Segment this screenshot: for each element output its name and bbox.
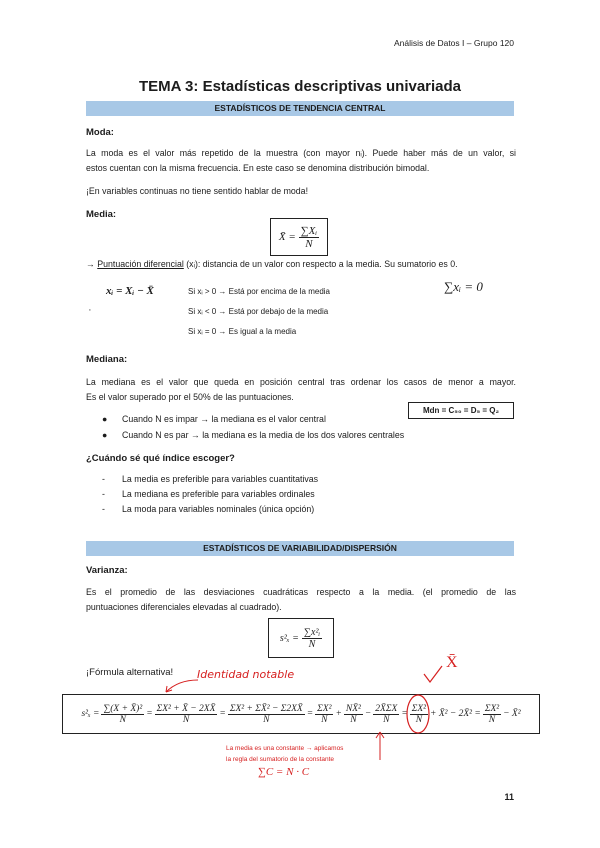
puntuacion-diferencial-line (86, 257, 526, 272)
list-item (102, 430, 404, 440)
varianza-formula-lhs: s²ₓ = (279, 632, 299, 644)
pd-case-positive: Si xᵢ > 0 → Está por encima de la media (188, 287, 330, 296)
list-item: - La media es preferible para variables cuantitativas (102, 474, 319, 484)
check-mark-icon (422, 664, 444, 686)
arrow-icon: → (86, 259, 95, 269)
annotation-note-line2: la regla del sumatorio de la constante (226, 756, 335, 763)
eq-sign: = (146, 709, 153, 719)
minus-sign: − (364, 709, 372, 719)
moda-note: ¡En variables continuas no tiene sentido hablar de moda! (86, 186, 309, 196)
alt-tail-2: − X̄² (503, 709, 521, 719)
list-item: - La mediana es preferible para variables ordinales (102, 489, 315, 499)
mediana-equivalence-box: Mdn = C₅₀ = D₅ = Q₂ (408, 402, 514, 419)
alt-term-5: $\frac{\text{NX̄²}}{N}$ (345, 703, 361, 725)
mediana-text-line1: La mediana es el valor que queda en posición central tras ordenar los casos de menor a mayor. (86, 377, 516, 387)
varianza-text-line1: Es el promedio de las desviaciones cuadráticas respecto a la media. (el promedio de las (86, 587, 516, 597)
varianza-formula-box (268, 618, 334, 658)
alt-term-3: $\frac{\text{ΣX² + ΣX̄² − Σ2XX̄}}{N}$ (229, 703, 303, 725)
alt-lhs: s²ₓ = (81, 709, 100, 719)
pd-formula: xᵢ = Xᵢ − X̄ (106, 285, 154, 297)
xbar-annotation: X̄ (446, 654, 458, 671)
eq-sign: = (401, 709, 408, 719)
pd-case-zero: Si xᵢ = 0 → Es igual a la media (188, 327, 297, 336)
alt-term-7: $\frac{\text{ΣX²}}{N}$ (411, 703, 427, 725)
alt-term-4: $\frac{\text{ΣX²}}{N}$ (317, 703, 332, 725)
plus-sign: + (335, 709, 342, 719)
choose-item-media: La media es preferible para variables cuantitativas (122, 474, 319, 484)
alt-tail-1: + X̄² − 2X̄² = (430, 709, 481, 719)
puntuacion-diferencial-term: Puntuación diferencial (97, 259, 184, 269)
media-heading: Media: (86, 209, 117, 220)
alt-term-2: $\frac{\text{ΣX² + X̄ − 2XX̄}}{N}$ (156, 703, 216, 725)
identity-arrow-icon (160, 676, 200, 696)
eq-sign: = (306, 709, 314, 719)
pd-sum-formula: ∑xᵢ = 0 (444, 279, 483, 294)
page-title: TEMA 3: Estadísticas descriptivas univariada (138, 78, 462, 95)
media-formula-box (270, 218, 328, 256)
alt-formula-box (62, 694, 540, 734)
media-formula-fraction (299, 225, 319, 250)
mediana-heading: Mediana: (86, 354, 128, 365)
mediana-bullet-impar: Cuando N es impar → la mediana es el valor central (122, 414, 326, 424)
alt-term-8: $\frac{\text{ΣX²}}{N}$ (484, 703, 500, 725)
choose-item-moda: La moda para variables nominales (única opción) (122, 504, 315, 514)
section-band-variability: ESTADÍSTICOS DE VARIABILIDAD/DISPERSIÓN (86, 541, 514, 556)
moda-text-line1: La moda es el valor más repetido de la muestra (con mayor nᵢ). Puede haber más de un valor, si (86, 148, 516, 158)
media-formula-lhs: X̄ = (278, 231, 296, 243)
bullet-icon: ● (102, 414, 108, 424)
alt-term-6: $\frac{2X̄\Sigma X}{N}$ (375, 703, 398, 725)
highlight-circle-icon (404, 692, 432, 736)
eq-sign: = (219, 709, 226, 719)
annotation-sum-rule: ∑C = N · C (258, 766, 310, 778)
bullet-icon: ● (102, 430, 108, 440)
section-band-central: ESTADÍSTICOS DE TENDENCIA CENTRAL (86, 101, 514, 116)
page-number: 11 (504, 792, 514, 802)
puntuacion-diferencial-definition: (xᵢ): distancia de un valor con respecto a la media. Su sumatorio es 0. (183, 259, 458, 269)
list-item (102, 414, 326, 424)
note-arrow-icon (370, 728, 390, 762)
media-formula-denominator: N (305, 237, 313, 250)
alt-formula-heading: ¡Fórmula alternativa! (86, 667, 174, 678)
moda-heading: Moda: (86, 127, 114, 138)
stray-mark: ‚ (89, 303, 91, 312)
moda-text-line2: estos cuentan con la misma frecuencia. En este caso se denomina distribución bimodal. (86, 163, 430, 173)
mediana-bullet-par: Cuando N es par → la mediana es la media de los dos valores centrales (122, 430, 405, 440)
pd-case-negative: Si xᵢ < 0 → Está por debajo de la media (188, 307, 329, 316)
mediana-text-line2: Es el valor superado por el 50% de las puntuaciones. (86, 392, 294, 402)
varianza-formula-denominator: N (308, 638, 316, 650)
running-header: Análisis de Datos I – Grupo 120 (393, 38, 514, 48)
list-item: - La moda para variables nominales (única opción) (102, 504, 315, 514)
choose-item-mediana: La mediana es preferible para variables ordinales (122, 489, 315, 499)
choose-heading: ¿Cuándo sé qué índice escoger? (86, 453, 235, 464)
varianza-text-line2: puntuaciones diferenciales elevadas al cuadrado). (86, 602, 282, 612)
media-formula-numerator: ∑Xᵢ (300, 224, 318, 237)
varianza-formula-fraction (302, 627, 322, 650)
annotation-note-line1: La media es una constante → aplicamos (226, 745, 344, 752)
alt-term-1: $\frac{\text{∑(X + X̄)²}}{N}$ (103, 703, 143, 725)
identity-annotation: Identidad notable (197, 668, 295, 681)
varianza-heading: Varianza: (86, 565, 128, 576)
varianza-formula-numerator: ∑x²ᵢ (303, 626, 321, 638)
